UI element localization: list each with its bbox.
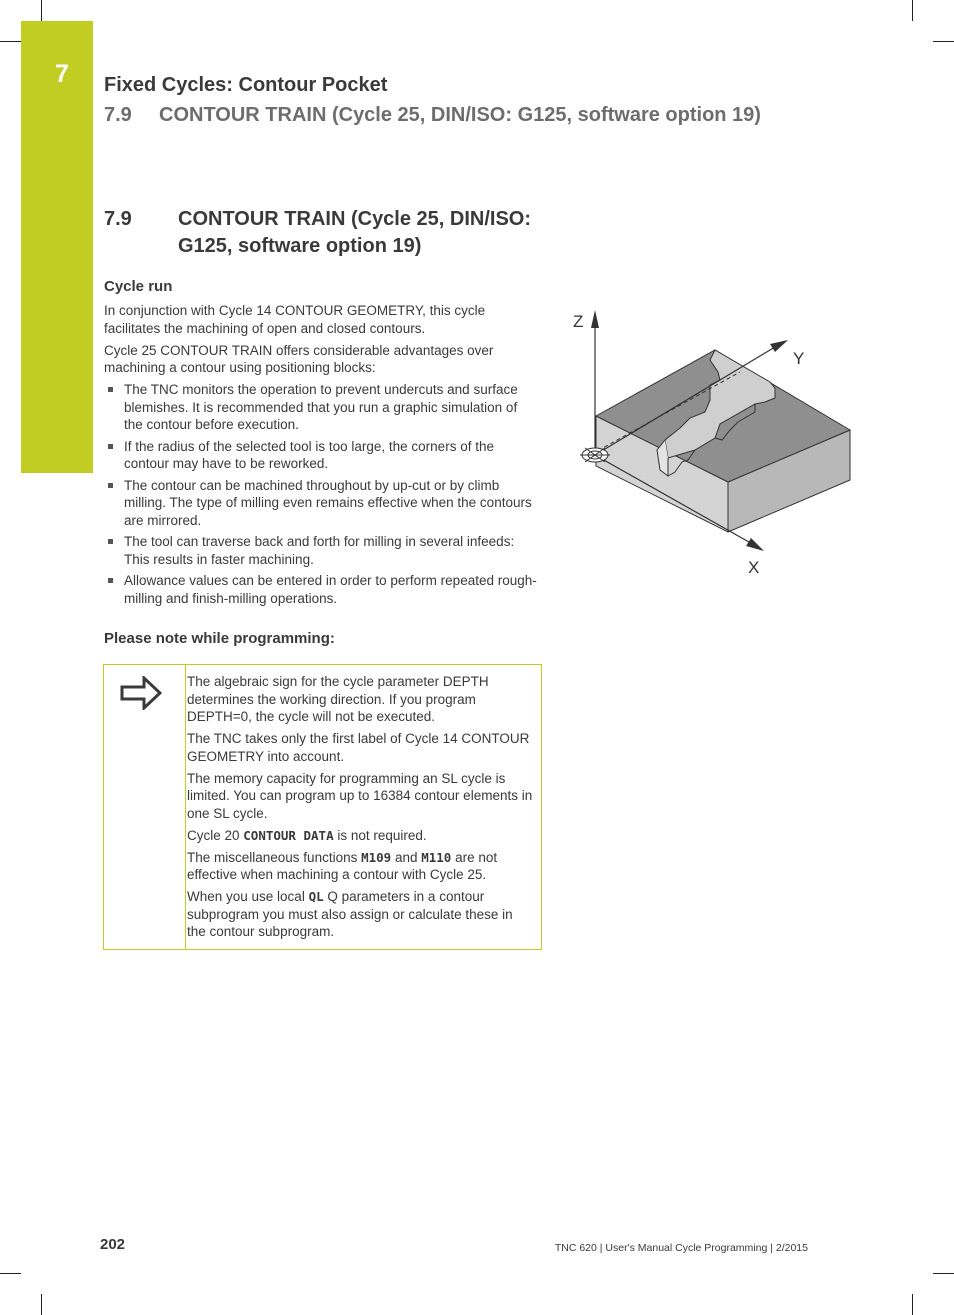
list-item: The tool can traverse back and forth for milling in several infeeds: This results in faster machining.: [104, 533, 539, 568]
list-item: If the radius of the selected tool is too large, the corners of the contour may have to be reworked.: [104, 438, 539, 473]
crop-mark: [41, 0, 42, 21]
x-axis-arrow: [746, 538, 764, 551]
list-item: The contour can be machined throughout by up-cut or by climb milling. The type of milling even remains effective when the contours are mirrored.: [104, 477, 539, 530]
feature-list: [104, 381, 539, 607]
chapter-number: 7: [55, 60, 69, 88]
crop-mark: [933, 1273, 954, 1274]
crop-mark: [0, 41, 21, 42]
footer-text: TNC 620 | User's Manual Cycle Programming | 2/2015: [554, 1242, 808, 1254]
page-number: 202: [100, 1236, 126, 1253]
code-m109: M109: [361, 849, 392, 865]
crop-mark: [912, 0, 913, 21]
bullet-square-icon: [108, 539, 113, 544]
crop-mark: [41, 1294, 42, 1315]
note-label: The TNC takes only the first label of Cycle 14 CONTOUR GEOMETRY into account.: [187, 731, 530, 764]
note-depth: The algebraic sign for the cycle parameter DEPTH determines the working direction. If you program DEPTH=0, the cycle will not be executed.: [187, 674, 489, 724]
note-misc: The miscellaneous functions M109 and M110 are not effective when machining a contour with Cycle 25.: [187, 849, 498, 882]
code-ql: QL: [308, 889, 324, 904]
note-cycle20: Cycle 20 CONTOUR DATA is not required.: [187, 827, 427, 843]
y-axis-arrow: [770, 340, 788, 352]
bullet-square-icon: [108, 387, 113, 392]
note-divider: [185, 664, 186, 950]
note-memory: The memory capacity for programming an SL cycle is limited. You can program up to 16384 contour elements in one SL cycle.: [187, 770, 533, 821]
note-text: [187, 673, 535, 945]
z-axis-arrow: [591, 310, 599, 328]
code-contour-data: CONTOUR DATA: [243, 827, 334, 843]
list-item: Allowance values can be entered in order to perform repeated rough-milling and finish-milling operations.: [104, 572, 539, 607]
running-header-section-number: 7.9: [104, 104, 132, 126]
section-title: CONTOUR TRAIN (Cycle 25, DIN/ISO: G125, software option 19): [178, 208, 532, 257]
axis-label-x: X: [748, 558, 760, 577]
contour-train-figure: [570, 300, 870, 580]
running-header-section-title: CONTOUR TRAIN (Cycle 25, DIN/ISO: G125, software option 19): [159, 104, 761, 126]
programming-notes-heading: Please note while programming:: [104, 630, 335, 647]
code-m110: M110: [421, 849, 452, 865]
cycle-run-body: [104, 302, 539, 611]
axis-label-y: Y: [793, 349, 805, 368]
note-ql: When you use local QL Q parameters in a contour subprogram you must also assign or calculate these in the contour subprogram.: [187, 889, 513, 939]
section-number: 7.9: [104, 208, 132, 230]
running-header-chapter: Fixed Cycles: Contour Pocket: [104, 74, 388, 96]
list-item: The TNC monitors the operation to prevent undercuts and surface blemishes. It is recommended that you run a graphic simulation of the contour before execution.: [104, 381, 539, 434]
crop-mark: [912, 1294, 913, 1315]
paragraph: Cycle 25 CONTOUR TRAIN offers considerable advantages over machining a contour using positioning blocks:: [104, 342, 494, 375]
bullet-square-icon: [108, 483, 113, 488]
bullet-square-icon: [108, 444, 113, 449]
cycle-run-heading: Cycle run: [104, 278, 173, 295]
crop-mark: [933, 41, 954, 42]
crop-mark: [0, 1273, 21, 1274]
running-header-section: [104, 104, 761, 127]
paragraph: In conjunction with Cycle 14 CONTOUR GEOMETRY, this cycle facilitates the machining of open and closed contours.: [104, 303, 486, 336]
arrow-right-icon: [120, 676, 162, 710]
bullet-square-icon: [108, 578, 113, 583]
axis-label-z: Z: [573, 312, 584, 331]
